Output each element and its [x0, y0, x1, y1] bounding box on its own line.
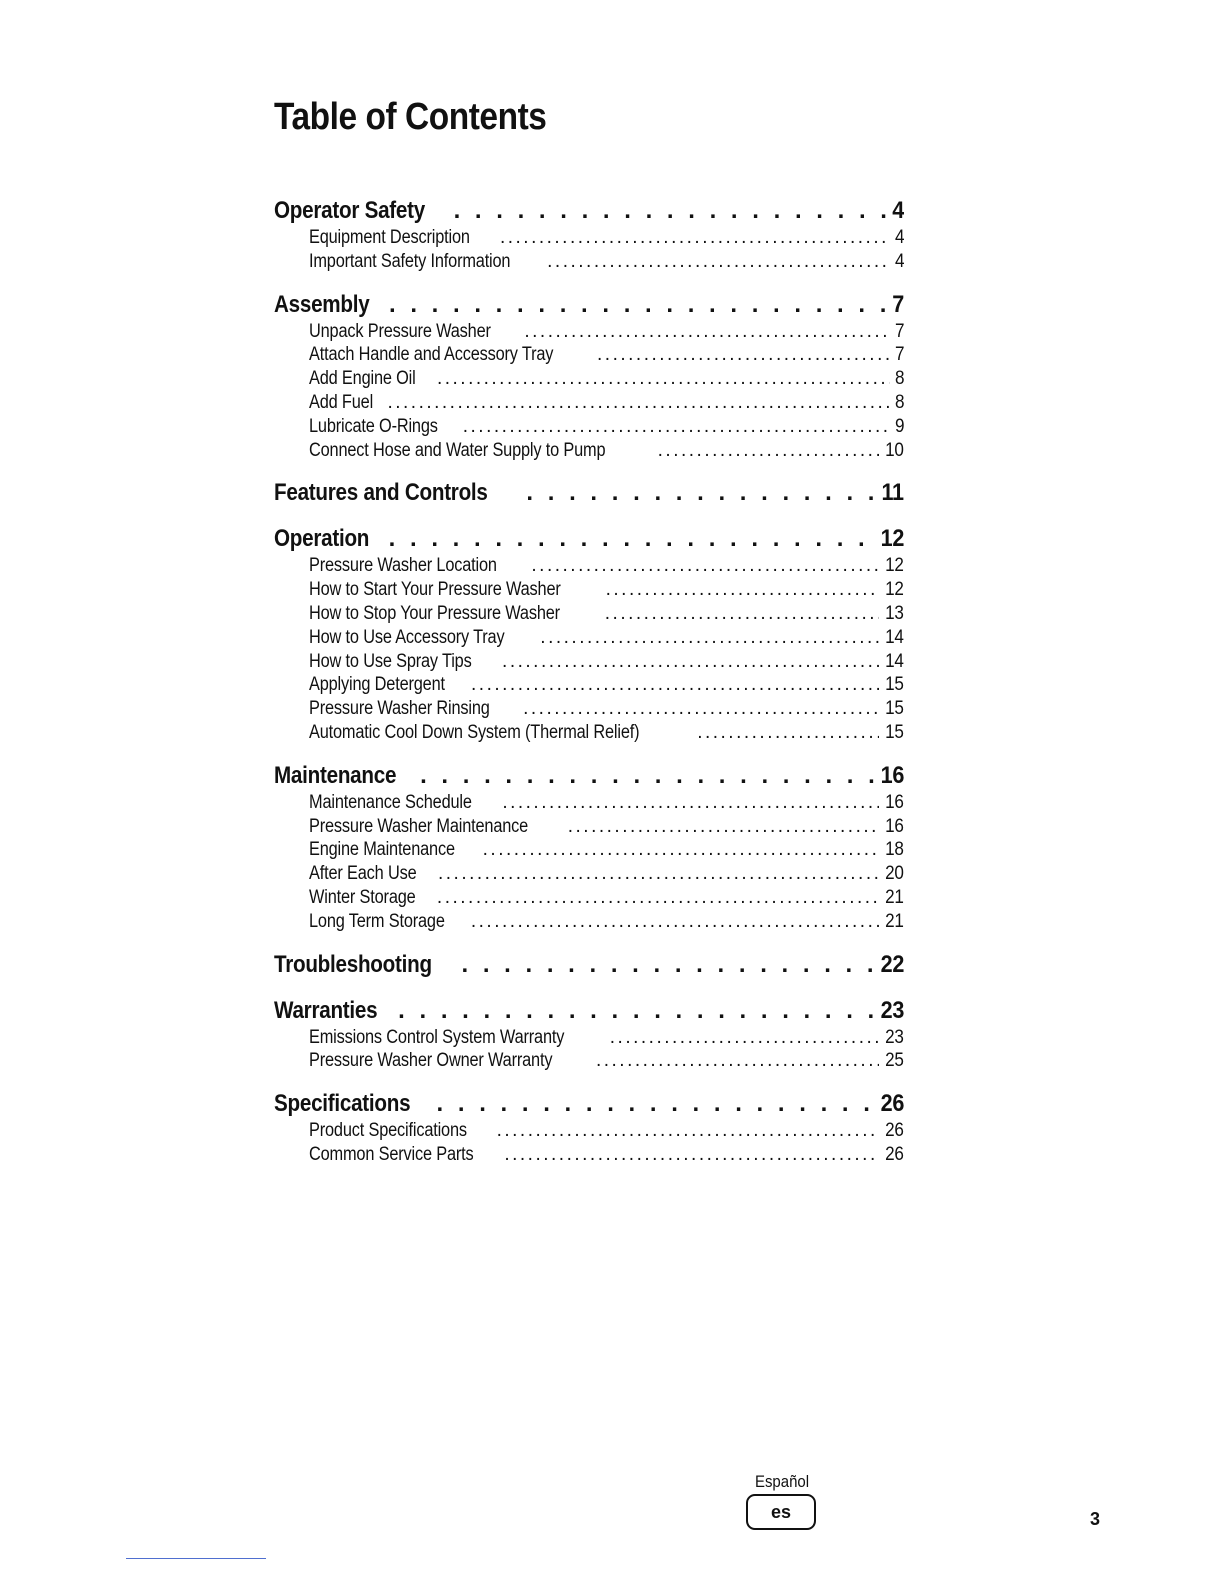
- toc-section-heading[interactable]: [274, 478, 904, 508]
- toc-section-heading[interactable]: [274, 524, 904, 554]
- toc-subentry[interactable]: [274, 1143, 904, 1167]
- toc-section: [274, 478, 904, 508]
- dot-leader: [483, 838, 880, 862]
- toc-entry-label: Winter Storage: [309, 886, 416, 908]
- toc-entry-label: Maintenance Schedule: [309, 791, 472, 813]
- toc-page-number: 8: [894, 391, 904, 413]
- toc-subentry[interactable]: [274, 673, 904, 697]
- toc-section-heading[interactable]: [274, 290, 904, 320]
- toc-entry-label: How to Start Your Pressure Washer: [309, 579, 561, 601]
- footer-rule: [126, 1558, 266, 1559]
- toc-page-number: 13: [885, 602, 904, 624]
- toc-section-heading[interactable]: [274, 196, 904, 226]
- toc-entry-label: Troubleshooting: [274, 950, 432, 978]
- toc-section-heading[interactable]: [274, 761, 904, 791]
- dot-leader: [471, 673, 879, 697]
- toc-entry-label: Important Safety Information: [309, 250, 511, 272]
- toc-entry-label: Common Service Parts: [309, 1143, 474, 1165]
- dot-leader: [523, 697, 879, 721]
- toc-entry-label: Applying Detergent: [309, 674, 445, 696]
- toc-entry-label: Equipment Description: [309, 227, 470, 248]
- toc-subentry[interactable]: [274, 697, 904, 721]
- toc-section: [274, 950, 904, 980]
- toc-subentry[interactable]: [274, 602, 904, 626]
- dot-leader: [606, 578, 880, 602]
- toc-section: [274, 290, 904, 463]
- toc-page-number: 12: [880, 525, 904, 553]
- dot-leader: [398, 996, 874, 1026]
- toc-subentry[interactable]: [274, 415, 904, 439]
- table-of-contents: [274, 196, 904, 1183]
- toc-entry-label: Maintenance: [274, 761, 397, 789]
- dot-leader: [547, 250, 889, 274]
- toc-entry-label: Product Specifications: [309, 1120, 467, 1142]
- toc-page-number: 4: [894, 227, 904, 248]
- toc-entry-label: Pressure Washer Owner Warranty: [309, 1050, 553, 1072]
- toc-subentry[interactable]: [274, 391, 904, 415]
- toc-entry-label: Emissions Control System Warranty: [309, 1026, 565, 1048]
- dot-leader: [437, 1089, 874, 1119]
- toc-entry-label: Features and Controls: [274, 479, 488, 507]
- toc-page-number: 7: [894, 344, 904, 366]
- toc-subentry[interactable]: [274, 439, 904, 463]
- toc-page-number: 15: [885, 721, 904, 743]
- toc-subentry[interactable]: [274, 910, 904, 934]
- toc-page-number: 21: [885, 886, 904, 908]
- toc-entry-label: Add Fuel: [309, 391, 374, 413]
- toc-subentry[interactable]: [274, 838, 904, 862]
- dot-leader: [658, 439, 880, 463]
- toc-section: [274, 524, 904, 744]
- toc-page-number: 8: [894, 368, 904, 390]
- toc-subentry[interactable]: [274, 367, 904, 391]
- toc-entry-label: Engine Maintenance: [309, 839, 455, 861]
- dot-leader: [524, 320, 889, 344]
- toc-entry-label: Assembly: [274, 290, 370, 318]
- dot-leader: [500, 226, 890, 250]
- toc-entry-label: Add Engine Oil: [309, 368, 416, 390]
- toc-page-number: 15: [885, 698, 904, 720]
- dot-leader: [596, 1049, 879, 1073]
- toc-page-number: 26: [885, 1143, 904, 1165]
- toc-subentry[interactable]: [274, 250, 904, 274]
- toc-entry-label: Specifications: [274, 1090, 411, 1118]
- toc-page-number: 26: [885, 1120, 904, 1142]
- dot-leader: [471, 910, 879, 934]
- toc-entry-label: How to Use Accessory Tray: [309, 626, 505, 648]
- dot-leader: [540, 626, 879, 650]
- language-switch-button[interactable]: es: [746, 1494, 816, 1530]
- toc-subentry[interactable]: [274, 650, 904, 674]
- toc-entry-label: Automatic Cool Down System (Thermal Relief): [309, 721, 640, 743]
- toc-entry-label: Unpack Pressure Washer: [309, 320, 491, 342]
- toc-page-number: 16: [880, 761, 904, 789]
- toc-subentry[interactable]: [274, 554, 904, 578]
- toc-subentry[interactable]: [274, 1049, 904, 1073]
- toc-subentry[interactable]: [274, 721, 904, 745]
- toc-section-heading[interactable]: [274, 950, 904, 980]
- toc-subentry[interactable]: [274, 226, 904, 250]
- toc-page-number: 25: [885, 1050, 904, 1072]
- page-number: 3: [1090, 1509, 1101, 1529]
- toc-entry-label: Operator Safety: [274, 197, 425, 224]
- toc-section-heading[interactable]: [274, 996, 904, 1026]
- toc-section: [274, 996, 904, 1074]
- toc-section: [274, 761, 904, 934]
- toc-subentry[interactable]: [274, 886, 904, 910]
- toc-page-number: 12: [885, 555, 904, 577]
- toc-subentry[interactable]: [274, 626, 904, 650]
- toc-page-number: 15: [885, 674, 904, 696]
- toc-page-number: 12: [885, 579, 904, 601]
- toc-subentry[interactable]: [274, 343, 904, 367]
- toc-subentry[interactable]: [274, 815, 904, 839]
- toc-entry-label: Warranties: [274, 996, 378, 1024]
- dot-leader: [463, 415, 890, 439]
- toc-entry-label: Connect Hose and Water Supply to Pump: [309, 439, 606, 461]
- dot-leader: [502, 791, 879, 815]
- dot-leader: [497, 1119, 880, 1143]
- dot-leader: [454, 196, 887, 226]
- dot-leader: [387, 391, 889, 415]
- dot-leader: [437, 367, 890, 391]
- toc-entry-label: Pressure Washer Maintenance: [309, 815, 529, 837]
- toc-entry-label: How to Stop Your Pressure Washer: [309, 602, 560, 624]
- toc-subentry[interactable]: [274, 791, 904, 815]
- toc-page-number: 9: [894, 415, 904, 437]
- toc-subentry[interactable]: [274, 320, 904, 344]
- toc-page-number: 18: [885, 839, 904, 861]
- page-title: Table of Contents: [274, 96, 547, 138]
- toc-subentry[interactable]: [274, 578, 904, 602]
- dot-leader: [389, 290, 887, 320]
- dot-leader: [504, 1143, 879, 1167]
- toc-page-number: 20: [885, 863, 904, 885]
- toc-page-number: 16: [885, 791, 904, 813]
- toc-section: [274, 1089, 904, 1167]
- toc-entry-label: How to Use Spray Tips: [309, 650, 472, 672]
- toc-subentry[interactable]: [274, 1119, 904, 1143]
- toc-page-number: 14: [885, 626, 904, 648]
- toc-page-number: 11: [881, 479, 904, 507]
- toc-page-number: 23: [880, 996, 904, 1024]
- toc-entry-label: Long Term Storage: [309, 910, 445, 932]
- dot-leader: [420, 761, 874, 791]
- toc-page-number: 23: [885, 1026, 904, 1048]
- toc-page-number: 21: [885, 910, 904, 932]
- dot-leader: [605, 602, 880, 626]
- dot-leader: [597, 343, 890, 367]
- dot-leader: [610, 1026, 879, 1050]
- toc-page-number: 14: [885, 650, 904, 672]
- toc-subentry[interactable]: [274, 1026, 904, 1050]
- dot-leader: [437, 886, 879, 910]
- toc-entry-label: Pressure Washer Location: [309, 555, 497, 577]
- toc-page-number: 7: [894, 320, 904, 342]
- toc-page-number: 22: [880, 950, 904, 978]
- toc-page-number: 7: [892, 290, 904, 318]
- dot-leader: [531, 554, 879, 578]
- toc-page-number: 26: [880, 1090, 904, 1118]
- toc-page-number: 4: [892, 197, 904, 224]
- dot-leader: [461, 950, 873, 980]
- toc-page-number: 16: [885, 815, 904, 837]
- toc-entry-label: Pressure Washer Rinsing: [309, 698, 490, 720]
- toc-subentry[interactable]: [274, 862, 904, 886]
- toc-entry-label: Attach Handle and Accessory Tray: [309, 344, 554, 366]
- dot-leader: [502, 650, 879, 674]
- toc-entry-label: Operation: [274, 525, 370, 553]
- dot-leader: [438, 862, 879, 886]
- dot-leader: [389, 524, 874, 554]
- toc-page-number: 10: [885, 439, 904, 461]
- toc-section-heading[interactable]: [274, 1089, 904, 1119]
- dot-leader: [568, 815, 880, 839]
- dot-leader: [526, 478, 875, 508]
- toc-page-number: 4: [894, 250, 904, 272]
- dot-leader: [697, 721, 879, 745]
- toc-entry-label: After Each Use: [309, 863, 417, 885]
- language-label: Español: [754, 1472, 810, 1491]
- toc-entry-label: Lubricate O-Rings: [309, 415, 438, 437]
- toc-section: [274, 196, 904, 274]
